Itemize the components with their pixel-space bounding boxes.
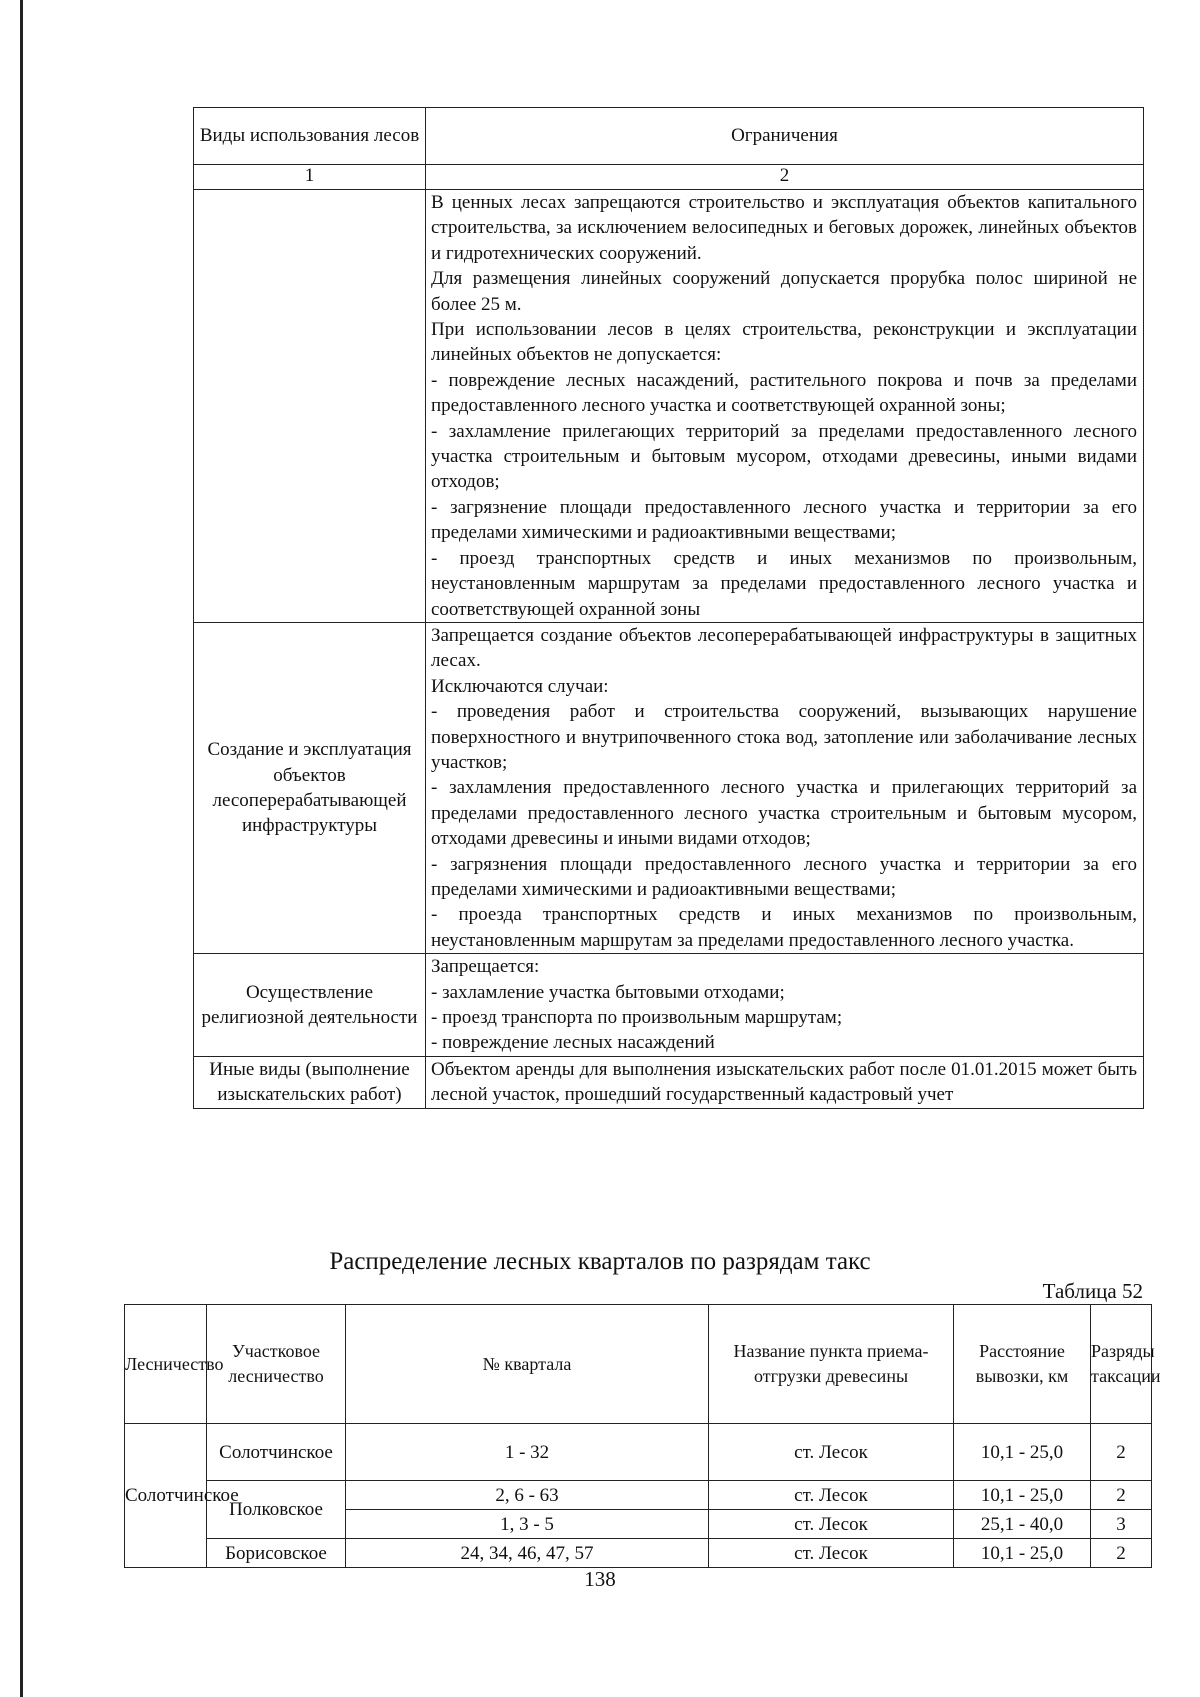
- restriction-paragraph: - захламление участка бытовыми отходами;: [431, 981, 785, 1003]
- district-cell: Полковское: [207, 1481, 346, 1539]
- distance-cell: 10,1 - 25,0: [954, 1424, 1091, 1481]
- header-quarter-number: № квартала: [346, 1305, 709, 1424]
- table-header-row: [194, 108, 1144, 165]
- binding-edge-line: [20, 0, 23, 1697]
- restriction-paragraph: В ценных лесах запрещаются строительство и эксплуатация объектов капитального строительства, за исключением велосипедных и беговых дорожек, линейных объектов и гидротехнических сооружений.: [431, 192, 1137, 264]
- page-number: 138: [584, 1567, 616, 1591]
- header-loading-point: Название пункта приема-отгрузки древесины: [709, 1305, 954, 1424]
- table-header-row: [125, 1305, 1152, 1424]
- restriction-paragraph: - повреждение лесных насаждений: [431, 1032, 715, 1054]
- quarters-cell: 1 - 32: [346, 1424, 709, 1481]
- header-forestry: Лесничество: [125, 1305, 207, 1424]
- rank-cell: 2: [1091, 1481, 1152, 1510]
- restriction-paragraph: - повреждение лесных насаждений, растительного покрова и почв за пределами предоставленного лесного участка и соответствующей охранной зоны;: [431, 369, 1137, 417]
- restriction-paragraph: Запрещается:: [431, 956, 540, 978]
- table-row: [194, 190, 1144, 623]
- restriction-paragraph: - проезда транспортных средств и иных механизмов по произвольным, неустановленным маршрутам за пределами предоставленного лесного участка.: [431, 904, 1137, 951]
- restriction-paragraph: - проведения работ и строительства сооружений, вызывающих нарушение поверхностного и внутрипочвенного стока вод, затопление или заболачивание лесных участков;: [431, 701, 1137, 773]
- restriction-cell: [426, 954, 1144, 1057]
- restriction-paragraph: - загрязнение площади предоставленного лесного участка и территории за его пределами химическими и радиоактивными веществами;: [431, 496, 1137, 544]
- restriction-paragraph: - загрязнения площади предоставленного лесного участка и территории за его пределами химическими и радиоактивными веществами;: [431, 853, 1137, 900]
- distance-cell: 10,1 - 25,0: [954, 1539, 1091, 1568]
- usage-type-cell: Создание и эксплуатация объектов лесоперерабатывающей инфраструктуры: [194, 622, 426, 953]
- header-usage-types: Виды использования лесов: [194, 108, 426, 165]
- district-cell: Борисовское: [207, 1539, 346, 1568]
- restriction-paragraph: Объектом аренды для выполнения изыскательских работ после 01.01.2015 может быть лесной участок, прошедший государственный кадастровый учет: [431, 1058, 1137, 1106]
- forestry-cell: Солотчинское: [125, 1424, 207, 1568]
- quarters-cell: 2, 6 - 63: [346, 1481, 709, 1510]
- restriction-paragraph: - проезд транспортных средств и иных механизмов по произвольным, неустановленным маршрутам за пределами предоставленного лесного участка и соответствующей охранной зоны: [431, 547, 1137, 620]
- restrictions-table: [193, 107, 1144, 1109]
- restriction-paragraph: - захламление прилегающих территорий за пределами предоставленного лесного участка строительным и бытовым мусором, отходами древесины, иными видами отходов;: [431, 420, 1137, 493]
- restriction-cell: [426, 190, 1144, 623]
- restriction-cell: [426, 622, 1144, 953]
- quarters-cell: 24, 34, 46, 47, 57: [346, 1539, 709, 1568]
- usage-type-cell: Осуществление религиозной деятельности: [194, 954, 426, 1057]
- header-haul-distance: Расстояние вывозки, км: [954, 1305, 1091, 1424]
- table-row: [194, 622, 1144, 953]
- restriction-paragraph: Запрещается создание объектов лесоперерабатывающей инфраструктуры в защитных лесах.: [431, 624, 1137, 672]
- column-number: 1: [194, 165, 426, 190]
- table-row: [194, 1056, 1144, 1108]
- table-row: [125, 1424, 1152, 1481]
- distribution-table: [124, 1304, 1161, 1568]
- district-cell: Солотчинское: [207, 1424, 346, 1481]
- restriction-paragraph: При использовании лесов в целях строительства, реконструкции и эксплуатации линейных объектов не допускается:: [431, 319, 1137, 366]
- restriction-cell: [426, 1056, 1144, 1108]
- usage-type-cell: Иные виды (выполнение изыскательских работ): [194, 1056, 426, 1108]
- section-title: Распределение лесных кварталов по разрядам такс: [329, 1248, 871, 1275]
- rank-cell: 2: [1091, 1539, 1152, 1568]
- table-row: [125, 1481, 1152, 1510]
- loading-point-cell: ст. Лесок: [709, 1481, 954, 1510]
- rank-cell: 3: [1091, 1510, 1152, 1539]
- usage-type-cell: [194, 190, 426, 623]
- loading-point-cell: ст. Лесок: [709, 1510, 954, 1539]
- column-number-row: [194, 165, 1144, 190]
- rank-cell: 2: [1091, 1424, 1152, 1481]
- loading-point-cell: ст. Лесок: [709, 1539, 954, 1568]
- header-tax-rank: Разряды таксации: [1091, 1305, 1152, 1424]
- header-restrictions: Ограничения: [426, 108, 1144, 165]
- restriction-paragraph: Для размещения линейных сооружений допускается прорубка полос шириной не более 25 м.: [431, 268, 1137, 315]
- table-row: [194, 954, 1144, 1057]
- column-number: 2: [426, 165, 1144, 190]
- loading-point-cell: ст. Лесок: [709, 1424, 954, 1481]
- distance-cell: 10,1 - 25,0: [954, 1481, 1091, 1510]
- restriction-paragraph: Исключаются случаи:: [431, 675, 609, 697]
- distance-cell: 25,1 - 40,0: [954, 1510, 1091, 1539]
- header-district-forestry: Участковое лесничество: [207, 1305, 346, 1424]
- restriction-paragraph: - захламления предоставленного лесного участка и прилегающих территорий за пределами предоставленного лесного участка строительным и бытовым мусором, отходами древесины и иными видами отходов;: [431, 777, 1137, 850]
- quarters-cell: 1, 3 - 5: [346, 1510, 709, 1539]
- table-label: Таблица 52: [1042, 1279, 1143, 1303]
- table-row: [125, 1539, 1152, 1568]
- restriction-paragraph: - проезд транспорта по произвольным маршрутам;: [431, 1007, 843, 1028]
